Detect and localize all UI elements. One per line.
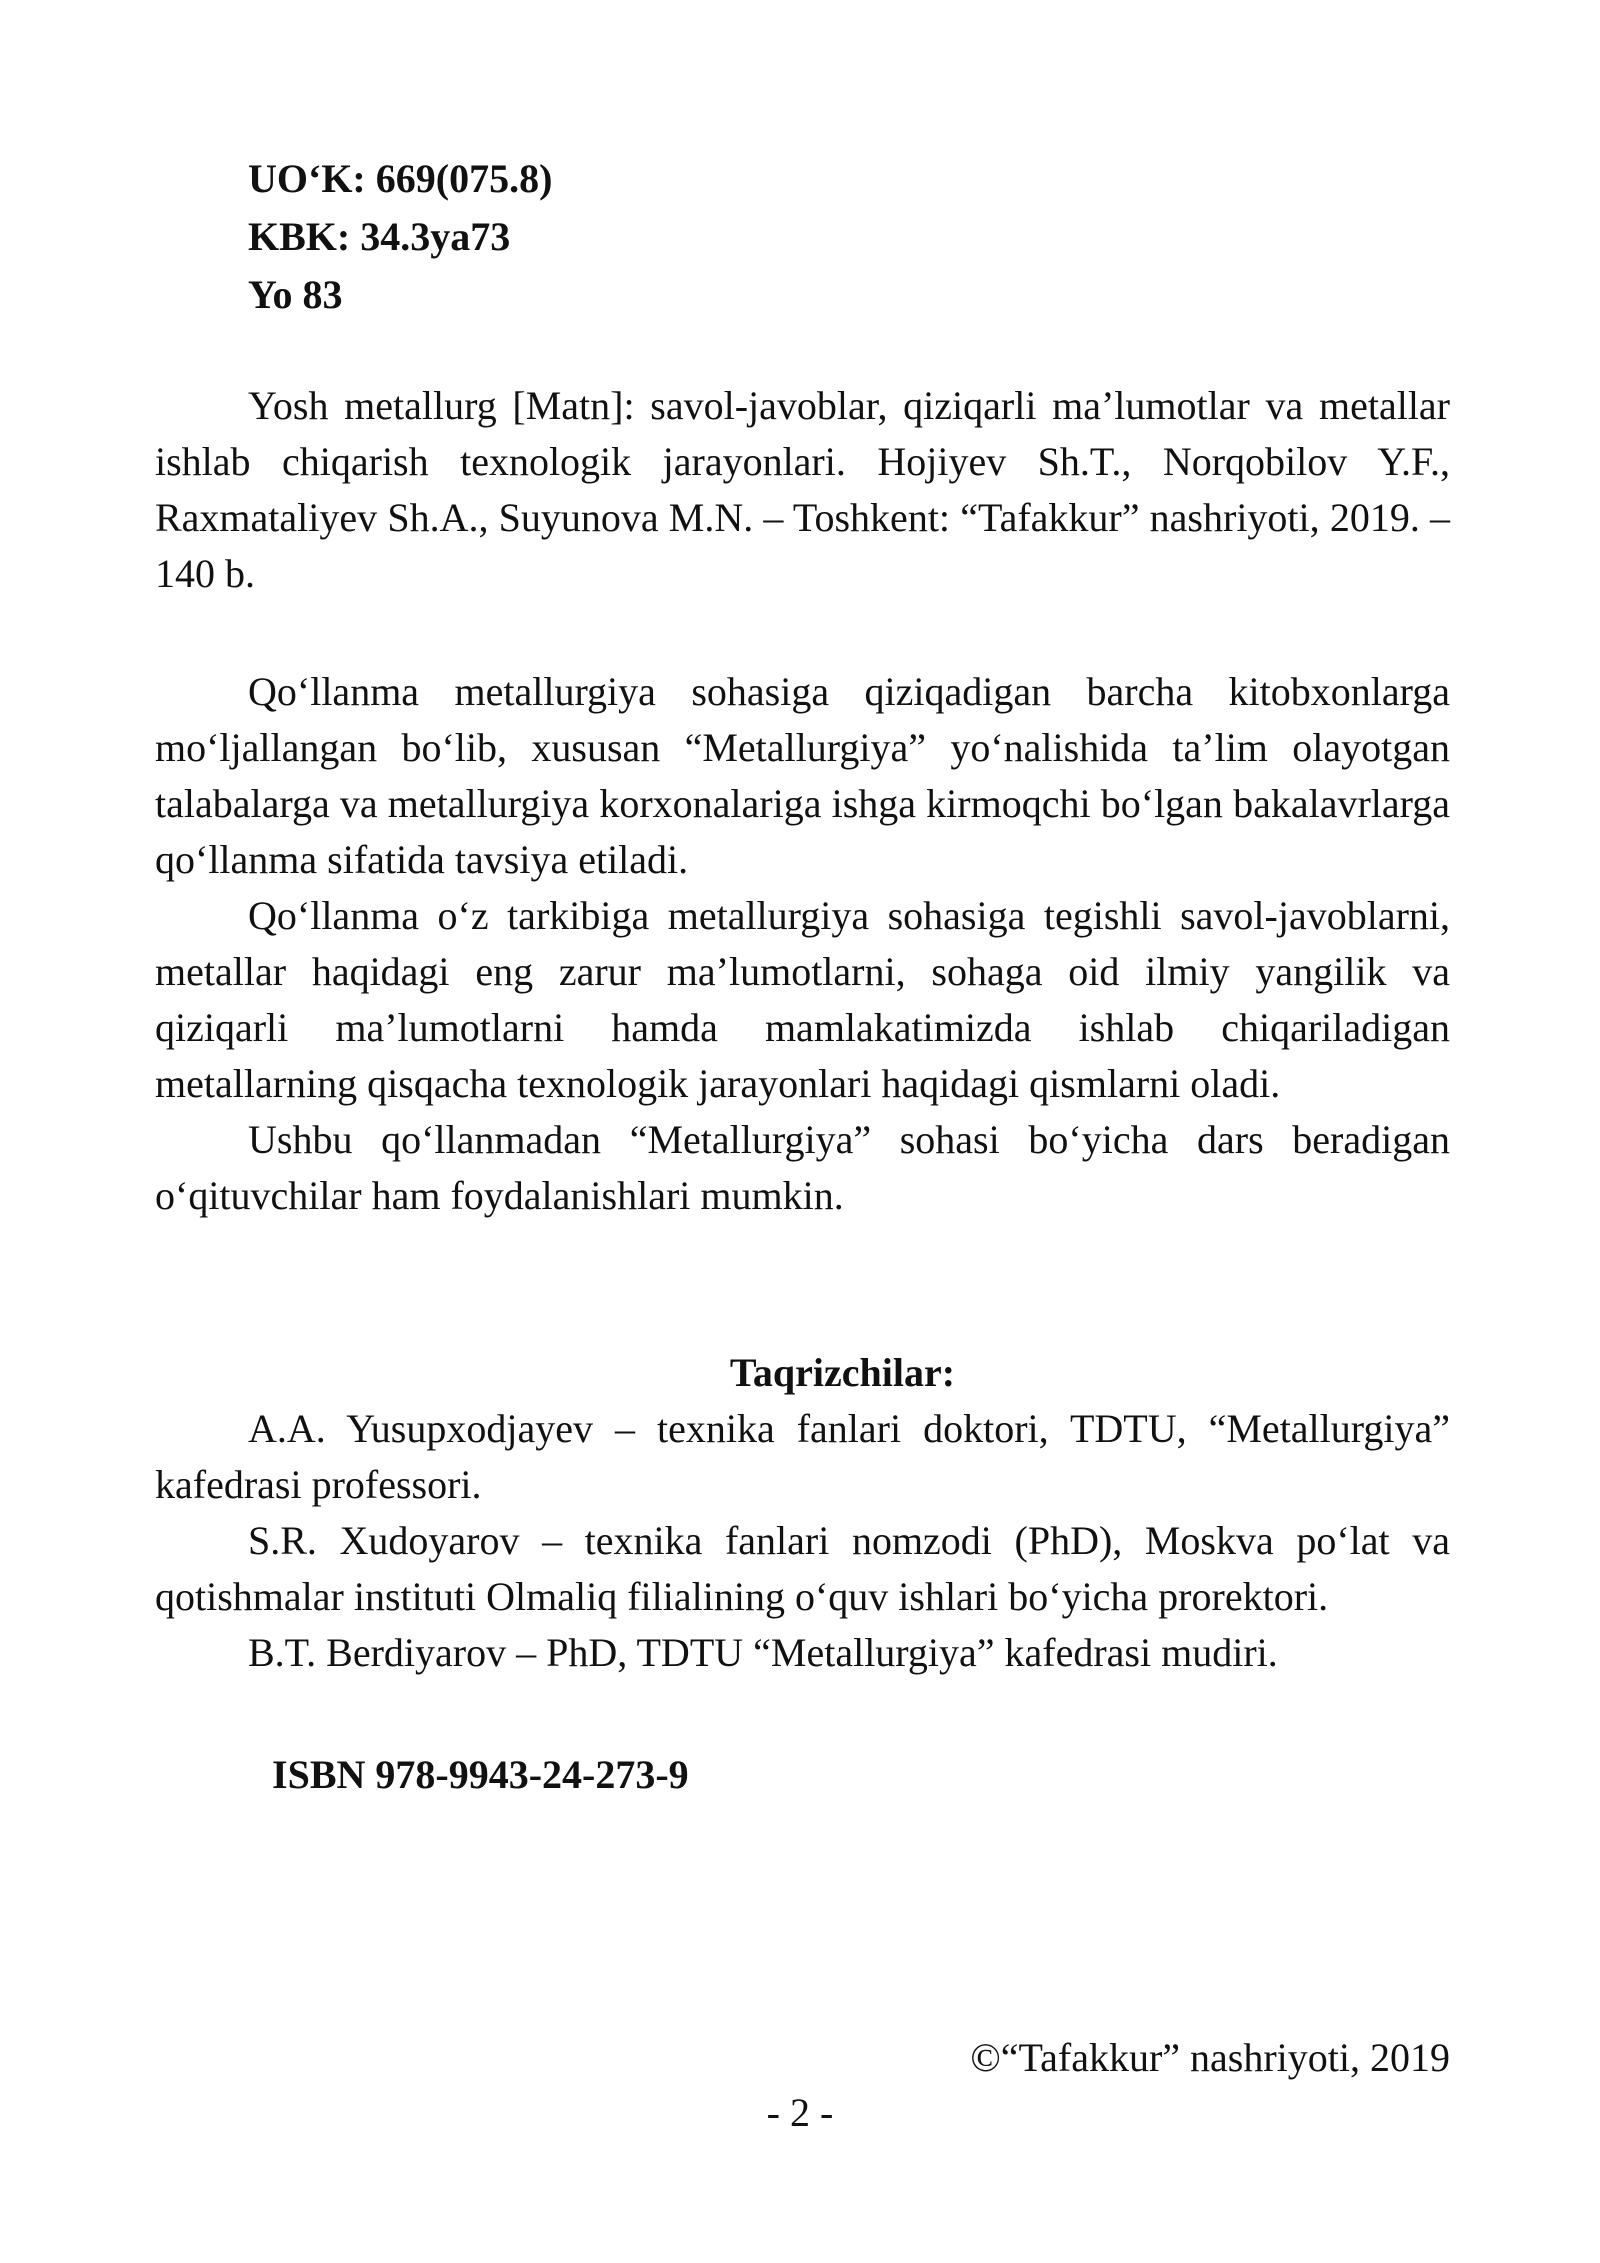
annotation-paragraph-3: Ushbu qo‘llanmadan “Metallurgiya” sohasi bo‘yicha dars beradigan o‘qituvchilar ham foydalanishlari mumkin. — [155, 1117, 1450, 1218]
page-number: - 2 - — [766, 2090, 834, 2135]
kbk-code: KBK: 34.3ya73 — [248, 214, 511, 259]
bibliographic-record-block — [155, 378, 1450, 602]
reviewer-entry: B.T. Berdiyarov – PhD, TDTU “Metallurgiya” kafedrasi mudiri. — [248, 1630, 1278, 1675]
bibliographic-record: Yosh metallurg [Matn]: savol-javoblar, qiziqarli ma’lumotlar va metallar ishlab chiqarish texnologik jarayonlari. Hojiyev Sh.T., Norqobilov Y.F., Raxmataliyev Sh.A., Suyunova M.N. – Toshkent: “Tafakkur” nashriyoti, 2019. – 140 b. — [155, 383, 1450, 596]
reviewers-heading: Taqrizchilar: — [729, 1350, 956, 1395]
annotation-paragraph-2: Qo‘llanma o‘z tarkibiga metallurgiya sohasiga tegishli savol-javoblarni, metallar haqidagi eng zarur ma’lumotlarni, sohaga oid ilmiy yangilik va qiziqarli ma’lumotlarni hamda mamlakatimizda ishlab chiqariladigan metallarning qisqacha texnologik jarayonlari haqidagi qismlarni oladi. — [155, 893, 1450, 1106]
annotation-block — [155, 664, 1450, 1224]
udk-code: UO‘K: 669(075.8) — [248, 156, 553, 201]
classification-block — [248, 150, 552, 324]
annotation-paragraph-1: Qo‘llanma metallurgiya sohasiga qiziqadigan barcha kitobxonlarga mo‘ljallangan bo‘lib, xususan “Metallurgiya” yo‘nalishida ta’lim olayotgan talabalarga va metallurgiya korxonalariga ishga kirmoqchi bo‘lgan bakalavrlarga qo‘llanma sifatida tavsiya etiladi. — [155, 669, 1450, 882]
reviewer-entry: A.A. Yusupxodjayev – texnika fanlari doktori, TDTU, “Metallurgiya” kafedrasi professori. — [155, 1406, 1450, 1507]
author-sign: Yo 83 — [248, 272, 343, 317]
reviewer-entry: S.R. Xudoyarov – texnika fanlari nomzodi (PhD), Moskva po‘lat va qotishmalar instituti Olmaliq filialining o‘quv ishlari bo‘yicha prorektori. — [155, 1518, 1450, 1619]
reviewers-block — [155, 1345, 1450, 1681]
isbn-code: ISBN 978-9943-24-273-9 — [272, 1752, 689, 1797]
copyright-notice: ©“Tafakkur” nashriyoti, 2019 — [970, 2035, 1450, 2080]
